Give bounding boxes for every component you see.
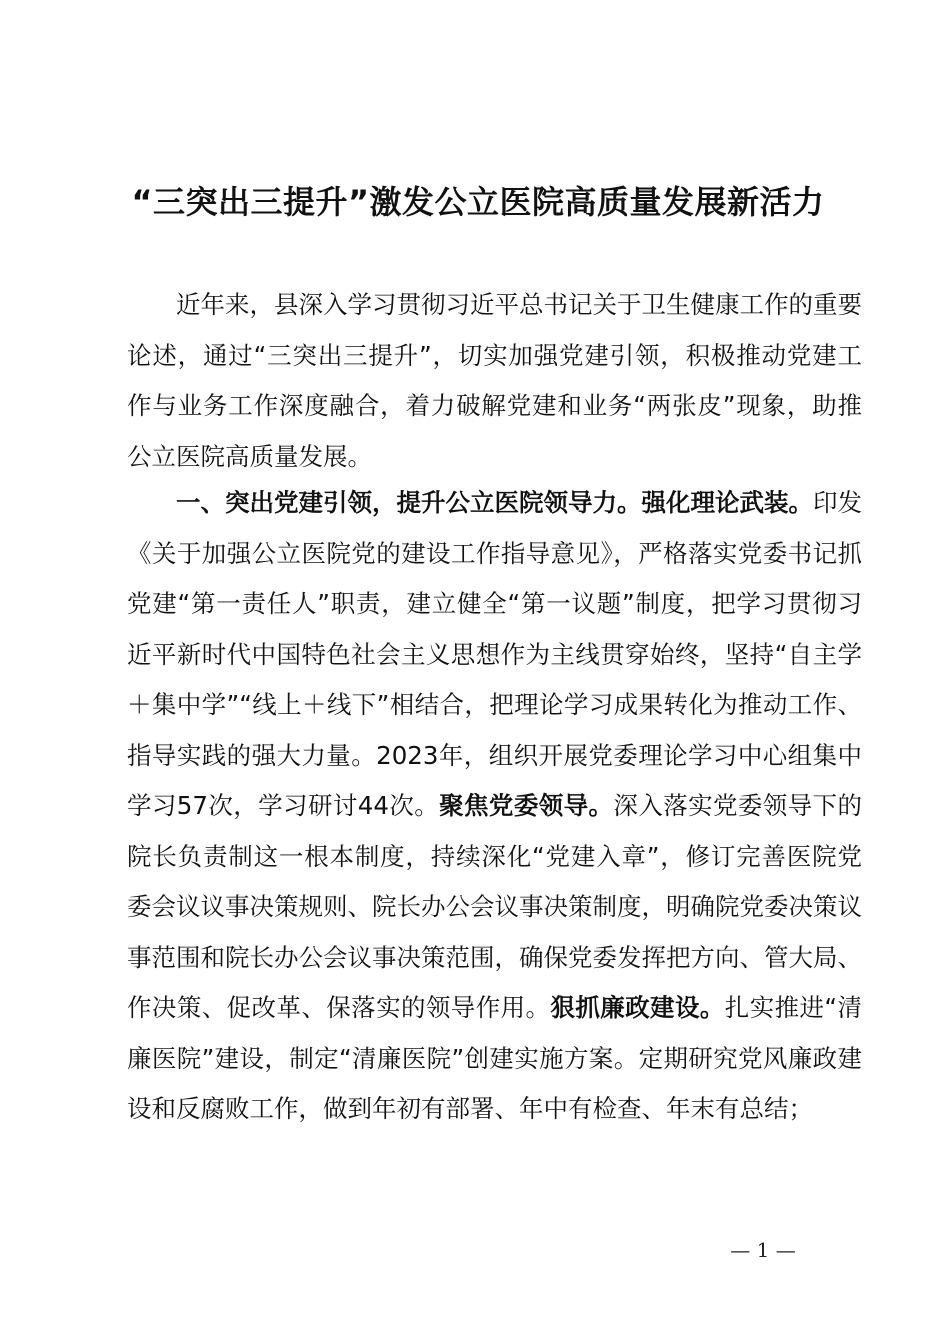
page-number: — 1 — bbox=[730, 1238, 796, 1262]
subsection-leadership-title: 聚焦党委领导。 bbox=[439, 791, 614, 820]
section-one-heading: 一、突出党建引领，提升公立医院领导力。 bbox=[176, 488, 642, 517]
subsection-theory-title: 强化理论武装。 bbox=[641, 488, 813, 517]
paragraph-section-one bbox=[127, 478, 862, 1135]
paragraph-intro bbox=[127, 280, 862, 482]
document-title: “三突出三提升”激发公立医院高质量发展新活力 bbox=[131, 183, 825, 221]
subsection-integrity-text: 扎实推进“清廉医院”建设，制定“清廉医院”创建实施方案。定期研究党风廉政建设和反腐败工作，做到年初有部署、年中有检查、年末有总结； bbox=[127, 993, 863, 1123]
subsection-leadership-text: 深入落实党委领导下的院长负责制这一根本制度，持续深化“党建入章”，修订完善医院党委会议议事决策规则、院长办公会议事决策制度，明确院党委决策议事范围和院长办公会议事决策范围，确保党委发挥把方向、管大局、作决策、促改革、保落实的领导作用。 bbox=[127, 791, 863, 1022]
paragraph-intro-text: 近年来，县深入学习贯彻习近平总书记关于卫生健康工作的重要论述，通过“三突出三提升”，切实加强党建引领，积极推动党建工作与业务工作深度融合，着力破解党建和业务“两张皮”现象，助推公立医院高质量发展。 bbox=[127, 290, 862, 471]
subsection-theory-text: 印发《关于加强公立医院党的建设工作指导意见》，严格落实党委书记抓党建“第一责任人”职责，建立健全“第一议题”制度，把学习贯彻习近平新时代中国特色社会主义思想作为主线贯穿始终，坚持“自主学＋集中学”“线上＋线下”相结合，把理论学习成果转化为推动工作、指导实践的强大力量。2023年，组织开展党委理论学习中心组集中学习57次，学习研讨44次。 bbox=[127, 488, 862, 820]
subsection-integrity-title: 狠抓廉政建设。 bbox=[550, 993, 725, 1022]
